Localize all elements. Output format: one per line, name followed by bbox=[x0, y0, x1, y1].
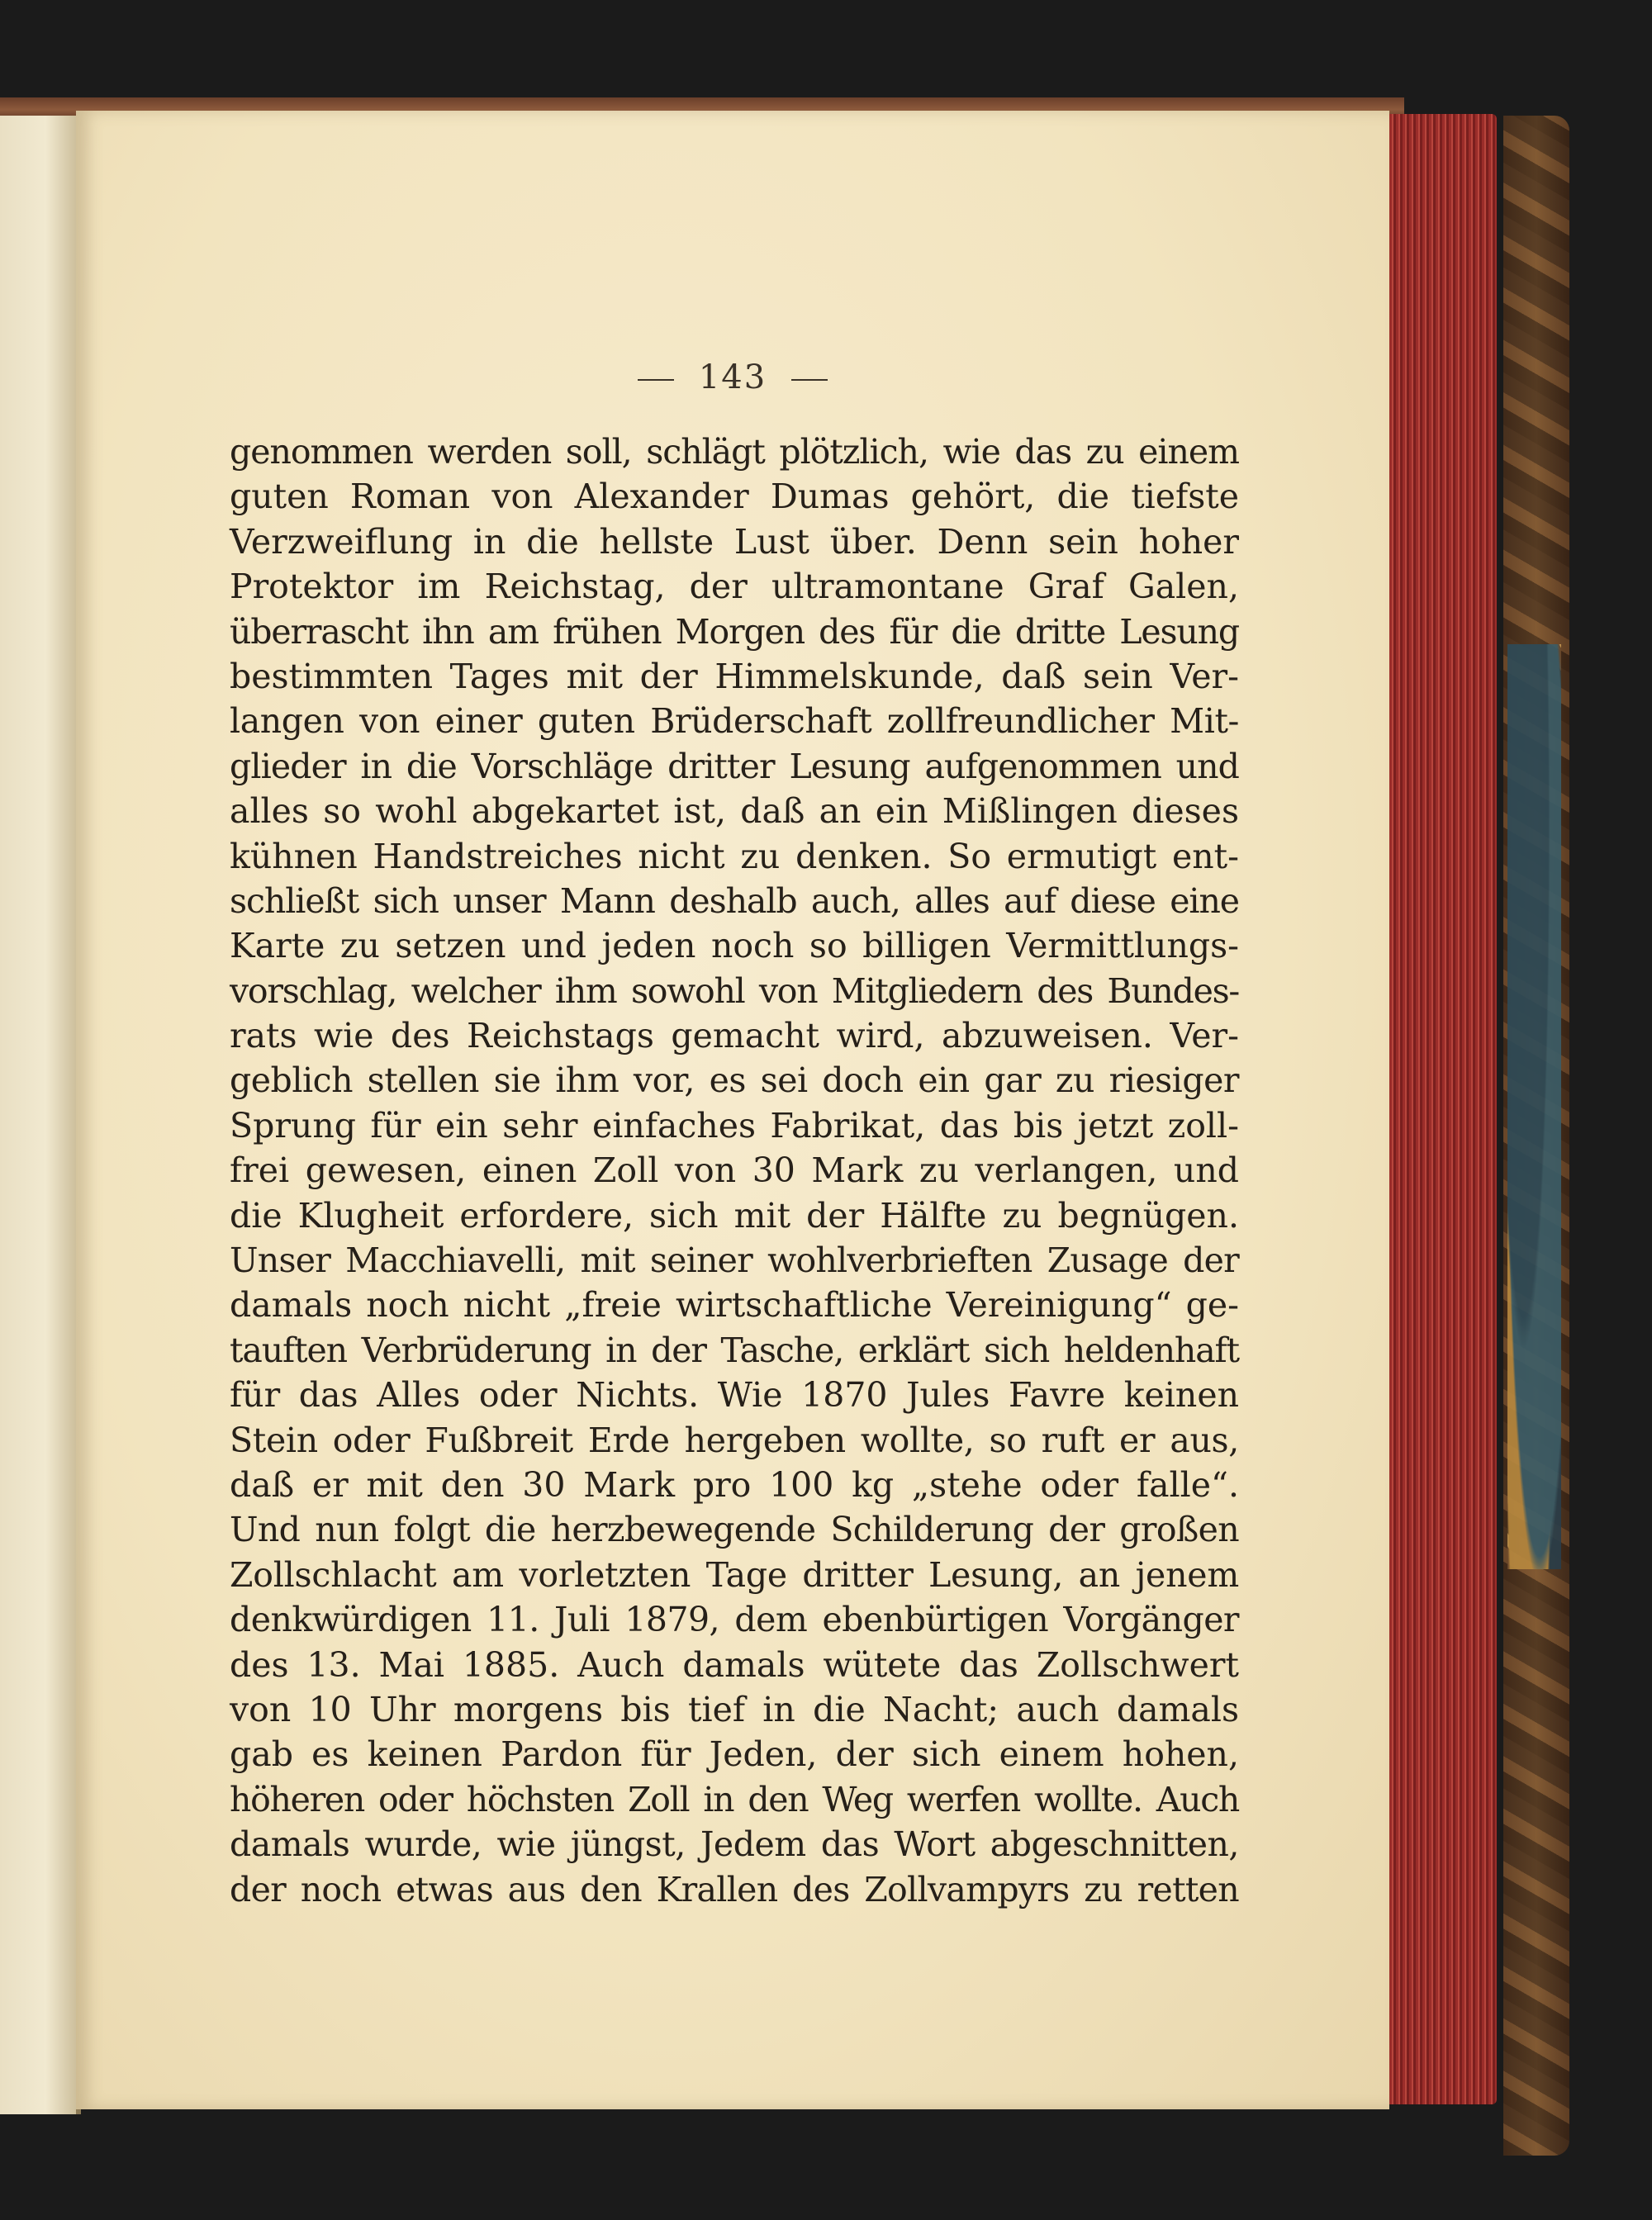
page-number-header bbox=[76, 358, 1389, 396]
text-line: Protektor im Reichstag, der ultramontane Graf Galen, bbox=[230, 567, 1239, 607]
text-line: damals noch nicht „freie wirtschaftliche Vereinigung“ ge- bbox=[230, 1285, 1239, 1326]
marbled-endpaper bbox=[1507, 644, 1561, 1569]
text-line: gab es keinen Pardon für Jeden, der sich einem hohen, bbox=[230, 1734, 1239, 1775]
text-line: vorschlag, welcher ihm sowohl von Mitgliedern des Bundes- bbox=[230, 970, 1239, 1011]
text-line: Zollschlacht am vorletzten Tage dritter Lesung, an jenem bbox=[230, 1554, 1239, 1595]
red-page-edges bbox=[1389, 114, 1497, 2104]
dash-right bbox=[791, 379, 828, 381]
text-line: von 10 Uhr morgens bis tief in die Nacht; auch damals bbox=[230, 1689, 1239, 1729]
text-line: alles so wohl abgekartet ist, daß an ein Mißlingen dieses bbox=[230, 791, 1239, 832]
body-text bbox=[230, 429, 1239, 1912]
text-line: der noch etwas aus den Krallen des Zollvampyrs zu retten bbox=[230, 1869, 1239, 1909]
text-line: überrascht ihn am frühen Morgen des für die dritte Lesung bbox=[230, 611, 1239, 652]
text-line: bestimmten Tages mit der Himmelskunde, daß sein Ver- bbox=[230, 656, 1239, 696]
text-line: genommen werden soll, schlägt plötzlich, wie das zu einem bbox=[230, 432, 1239, 472]
text-line: kühnen Handstreiches nicht zu denken. So ermutigt ent- bbox=[230, 836, 1239, 876]
dash-left bbox=[638, 379, 674, 381]
book-page bbox=[76, 111, 1389, 2109]
text-line: tauften Verbrüderung in der Tasche, erklärt sich heldenhaft bbox=[230, 1330, 1239, 1370]
facing-page-edge bbox=[0, 116, 81, 2114]
text-line: Stein oder Fußbreit Erde hergeben wollte, so ruft er aus, bbox=[230, 1420, 1239, 1460]
text-line: Karte zu setzen und jeden noch so billigen Vermittlungs- bbox=[230, 926, 1239, 966]
text-line: geblich stellen sie ihm vor, es sei doch ein gar zu riesiger bbox=[230, 1060, 1239, 1101]
text-line: glieder in die Vorschläge dritter Lesung aufgenommen und bbox=[230, 746, 1239, 786]
text-line: des 13. Mai 1885. Auch damals wütete das Zollschwert bbox=[230, 1644, 1239, 1685]
text-line: guten Roman von Alexander Dumas gehört, die tiefste bbox=[230, 477, 1239, 517]
text-line: Unser Macchiavelli, mit seiner wohlverbrieften Zusage der bbox=[230, 1240, 1239, 1281]
text-line: daß er mit den 30 Mark pro 100 kg „stehe oder falle“. bbox=[230, 1464, 1239, 1505]
text-line: frei gewesen, einen Zoll von 30 Mark zu verlangen, und bbox=[230, 1150, 1239, 1191]
text-line: denkwürdigen 11. Juli 1879, dem ebenbürtigen Vorgänger bbox=[230, 1600, 1239, 1640]
text-line: schließt sich unser Mann deshalb auch, alles auf diese eine bbox=[230, 880, 1239, 921]
text-line: Sprung für ein sehr einfaches Fabrikat, das bis jetzt zoll- bbox=[230, 1105, 1239, 1146]
text-line: Und nun folgt die herzbewegende Schilderung der großen bbox=[230, 1510, 1239, 1550]
text-line: für das Alles oder Nichts. Wie 1870 Jules Favre keinen bbox=[230, 1375, 1239, 1416]
text-line: höheren oder höchsten Zoll in den Weg werfen wollte. Auch bbox=[230, 1779, 1239, 1819]
page-number: 143 bbox=[698, 358, 767, 396]
text-line: Verzweiflung in die hellste Lust über. Denn sein hoher bbox=[230, 521, 1239, 562]
text-line: rats wie des Reichstags gemacht wird, abzuweisen. Ver- bbox=[230, 1016, 1239, 1056]
text-line: die Klugheit erfordere, sich mit der Hälfte zu begnügen. bbox=[230, 1195, 1239, 1236]
text-line: damals wurde, wie jüngst, Jedem das Wort abgeschnitten, bbox=[230, 1824, 1239, 1865]
text-line: langen von einer guten Brüderschaft zollfreundlicher Mit- bbox=[230, 701, 1239, 742]
